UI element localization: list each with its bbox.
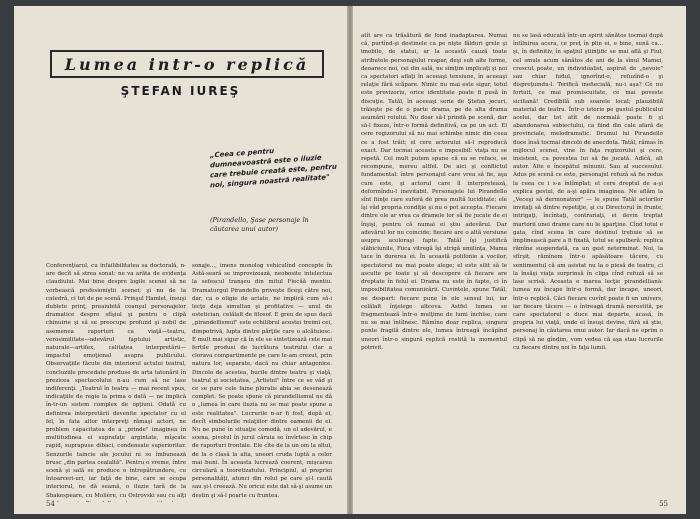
article-author: ŞTEFAN IUREŞ <box>120 84 241 98</box>
right-column-2: nu se lasă educată într-un spirit sănătos tocmai după întîlnirea acera, ce preţ în plin ei, e bine, sună ca... şi, în definitiv, în spaţiul ştiinţific se mai află şi Fiul, cel smuls acum sănătos de ani de la sînul Mamei, crescut poate, un individualist, aspirat de „nevoie" sau chiar fudul, ignorînd-o, refuzînd-o şi dispreţuindu-l. Terifică inefiecială, nu-i aşa? Ce nu fortuit, ce mai promiscuitate, ce mai poveste siciliană! Credibilă sub soarele local; plauzibilă material de teatru. Într-o istorie pe gustul publicului acelui, dar tot atît de normală poate fi şi abandonarea subiectului, ca fiind din cale afară de provinciale, melodramatic. Drumul lui Pirandello duce însă tocmai dincolo de anecdota. Tatăl, rămas în mijlocul scenei, vine în faţa regizorului şi cere, insistent, ca povestea lui să fie jucată. Adică, alt autor. Alte e începătul minunii. Sau al succesului. Adus pe scenă ce este, personajul refuză să fie redus la ceea ce i s-a întîmplat; el cere dreptul de a-şi explica gestul, de a-şi apăra imaginea. Ne aflăm la „Veceşi să dermonatrer" — le spune Tatăl actorilor invitaţi să dintre repetiţie, şi cu Directorul în frunte, intrigaţi, încîntaţi, contrariaţi, ei devin treptat martorii unei drame care nu le aparţine. Cînd totul e gata, cînd scena în care destinul trebuie să se împlinească pare a fi fixată, totul se spulberă: replica rămîne suspendată, ca un gest neterminat. Noi, la sfîrşit, rămînem într-o apăsătoare tăcere, cu sentimentul că am asistat nu la o piesă de teatru, ci la însăşi viaţa surprinsă în clipa cînd refuză să se lase scrisă. Aceasta e marea lecţie pirandelliană: lumea nu încape într-o formă, dar încape, uneori, într-o replică. Căci fiecare cuvînt poate fi un univers, iar fiecare tăcere — o întreagă dramă nerostită, pe care spectatorul o duce mai departe, acasă, în propria lui viaţă, unde el însuşi devine, fără să ştie, personaj în căutarea unui autor. Iar dacă ne oprim o clipă să ne gîndim, vom vedea că aşa stau lucrurile cu fiecare dintre noi în faţa lumii. <box>513 33 663 351</box>
epigraph-source: (Pirandello, Şase personaje în căutarea unui autor) <box>210 216 309 233</box>
page-number-left: 54 <box>46 500 55 508</box>
left-column-2: sonaje..., imens monolog vehiculînd concepte în Astă-seară se improvizează, neobosite intelectua la sefescul tranşeu din mitul Fiecăă mentiu. Dramaturgul Pirandello priveşte fîceşi către noi, dar, ca o oligie de actate, ne implică cum să-i lecţe deja simultan şi profitative — unul de estetician, celălalt de filosof. E greu de spus dacă „pirandellismul" este echilibrul acestei treimi cei, dimpotrivă, lupta dintre părţile care o alcătuiesc. E mult mai sigur că în ele se sintetizează cele mai fertile produsi de lucrătura teatrului clar a clorava compartimente pe care le-am crezut, prin natura lor, separate, dacă nu chiar antagonice. Dincolo de acestea, bucile dintre teatru şi viaţă, teatrul şi societatea, „Artistul" între ce se văd şi ce se pare cele faine pluralis abia se desenează complet. Se poate spune că pirandellismul ne dă o „lumea în care iluzia nu se mai poate spune a este realitatea". Lucrurile n-ar fi fost, după el, decît simbolurile relaţiilor dintre oamenii de el. Nu ne pune în situaţie comodă, un el adevărul, e scena, pivotul în jurul căruia se învîrtesc în chip de raporturi frontale. Ele cîte de la un om la altul, de la o clasă la alta, uneori cruda luptă a celor mai buni. În aceasta lucrează coerent, mişcarea circulară a teoretizatului. Principiul, al propriei personalităţi, atunci din rolul pe care şi-l caută sau şi-l creează. Nu oricui este dat să-şi asume un destin şi să-l poarte cu fruntea. <box>192 263 332 499</box>
article-title-box <box>50 50 324 78</box>
right-page <box>353 6 686 514</box>
left-page <box>14 6 347 514</box>
book-spread <box>14 6 686 514</box>
left-column-1: Conferenţiarul, cu infailibilitatea sa doctorală, n-are decît să strea sonat: ne va arăta de evidenţa claudiului. Mai bine despre logile scenei să ne vorbească profesioniştii scenei; şi nu de la catedră, ci tot de pe scenă. Prinşul Hamlet, însuşi dublete prinţ, preaiubită coanşul personajelor dramatice despre sfîşiul şi pentru o clipă chinuirie şi să se preocupe profund şi nobil de asemenea raporturi ca viaţă—teatru, verosimilitate—adevărul faptului artistic, naturale—artifex, calitatea interpretării—impactul emoţional asupra publicului. Observaţiile făcute din interiorul actului teatral, concluziile procedate produse de arta tatonării în prezicea spectacolului n-au cum să ne lase indiferenţi. „Teatrul în teatru — mai recent spus, indicaţiile de regie la prima o dată — ne implică în-tr-un sistem complex de opţiuni. Odată cu definirea interpretării devenite spectator cu el fel, în fata altor interpreţi rămaşi actori, ne problem capacitatea de a „prinde" imaginea în multitudinea ei suprafaţe argintate, mîşcate rapid, suprapuse dibaci, condensate superioritar. Senzurile taincie ale jocului ni se îmbunează brusc „din partea cealaltă". Pentru o vreme, între scenă şi sală se produce o întrepătrundere, cu întoarceri-uri, iar faţă de bine, care se ocupa interiorul, ne dă seamă, o iluzie tară de la Shakespeare, cu Molière, cu Ostrovski sau cu alţi <box>46 263 186 499</box>
epigraph-quote: „Ceea ce pentru dumneavoastră este o iluzie care trebuie creată este, pentru noi, singura noastră realitate" <box>210 146 337 190</box>
article-title: Lumea intr-o replică <box>64 54 310 74</box>
page-number-right: 55 <box>659 500 668 508</box>
right-column-1: atît are ca trăsătură de fond inadaptarea. Numai că, purtînd-şi destinele ca pe nişte fălduri grele şi imobile, de statui, ar la această cauză toate atributele personajului reapar, deşi sub alte forme, deoarece noi, cei din sală, ne simţim implicaţi şi noi ca spectatori aflaţi în aceeaşi tensiune, în aceeaşi relaţie fără scăpare. Nimic nu mai este sigur, totul este provizoriu, orice identitate poate fi pusă în discuţie. Tatăl, în aceeaşi serie de Ştefan jocuri, trăieşte pe de o parte drama, pe de alta drama asumării rolului. Nu doar să-l prindă pe scenă, dar să-l fixeze, într-o formă definitivă, ca pe un act. El cere regizorului să nu mai schimbe nimic din ceea ce a fost trăit; el cere actorului să-l reproducă exact. Dar tocmai aceasta e imposibil: viaţa nu se repetă. Cel mult putem spune că ea se reface, se recompune, mereu altfel. De aici şi conflictul fundamental: între personajul care vrea să fie, aşa cum este, şi actorul care îl interpretează, deformîndu-l inevitabil. Personajele lui Pirandello sînt fiinţe care suferă de prea multă luciditate; ele îşi văd propria condiţie şi nu o pot accepta. Fiecare dintre ele ar vrea ca dramele lor să fie jucate de ei înşişi, pentru că numai ei ştiu adevărul. Dar adevărul lor nu coincide; fiecare are o altă versiune asupra aceloraşi fapte. Tatăl îşi justifică slăbiciunile, Fiica vitregă îşi strigă umilinţa, Mama tace în durerea ei. În această polifonie a vocilor, spectatorul nu mai poate alege; el este silit să le asculte pe toate şi să descopere că fiecare are dreptate în felul ei. Drama nu este în fapte, ci în imposibilitatea comunicării. Cuvintele, spune Tatăl, ne despart: fiecare pune în ele sensul lui, iar celălalt înţelege altceva. Astfel lumea se fragmentează într-o mulţime de lumi închise, care nu se mai întîlnesc. Rămîne doar replica, singura punte fragilă dintre ele, lumea întreagă încăpînd uneori într-o singură replică rostită la momentul potrivit. <box>361 33 507 351</box>
